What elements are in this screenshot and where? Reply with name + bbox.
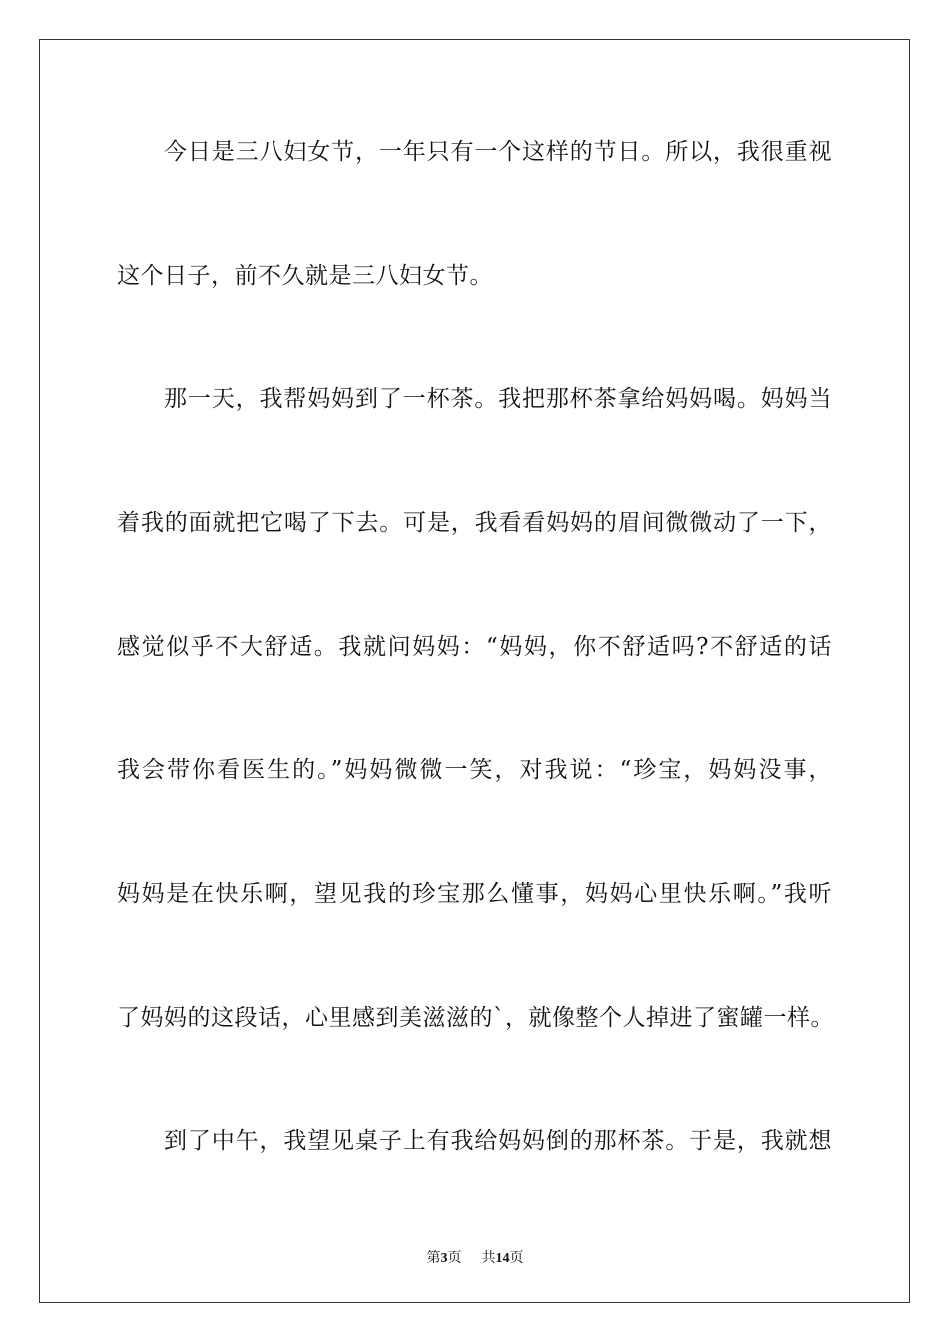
paragraph-1-line-2: 这个日子，前不久就是三八妇女节。: [117, 263, 493, 289]
paragraph-2-line-3: 感觉似乎不大舒适。我就问妈妈：“妈妈，你不舒适吗?不舒适的话: [117, 634, 832, 660]
total-suffix: 页: [509, 1251, 524, 1266]
total-prefix: 共: [481, 1251, 496, 1266]
paragraph-1-line-1: 今日是三八妇女节，一年只有一个这样的节日。所以，我很重视: [164, 139, 832, 165]
paragraph-2-line-1: 那一天，我帮妈妈到了一杯茶。我把那杯茶拿给妈妈喝。妈妈当: [164, 386, 832, 412]
page-footer: [0, 1247, 950, 1267]
page-number: 3: [440, 1251, 448, 1266]
paragraph-2-line-6: 了妈妈的这段话，心里感到美滋滋的`，就像整个人掉进了蜜罐一样。: [117, 1005, 834, 1031]
total-pages: 14: [495, 1251, 510, 1266]
paragraph-2-line-5: 妈妈是在快乐啊，望见我的珍宝那么懂事，妈妈心里快乐啊。”我听: [117, 881, 832, 907]
page-prefix: 第: [426, 1251, 441, 1266]
paragraph-2-line-4: 我会带你看医生的。”妈妈微微一笑，对我说：“珍宝，妈妈没事，: [117, 757, 832, 783]
paragraph-2-line-2: 着我的面就把它喝了下去。可是，我看看妈妈的眉间微微动了一下，: [117, 510, 832, 536]
paragraph-3-line-1: 到了中午，我望见桌子上有我给妈妈倒的那杯茶。于是，我就想: [164, 1128, 832, 1154]
page-border: [39, 39, 910, 1303]
page-suffix: 页: [447, 1251, 462, 1266]
